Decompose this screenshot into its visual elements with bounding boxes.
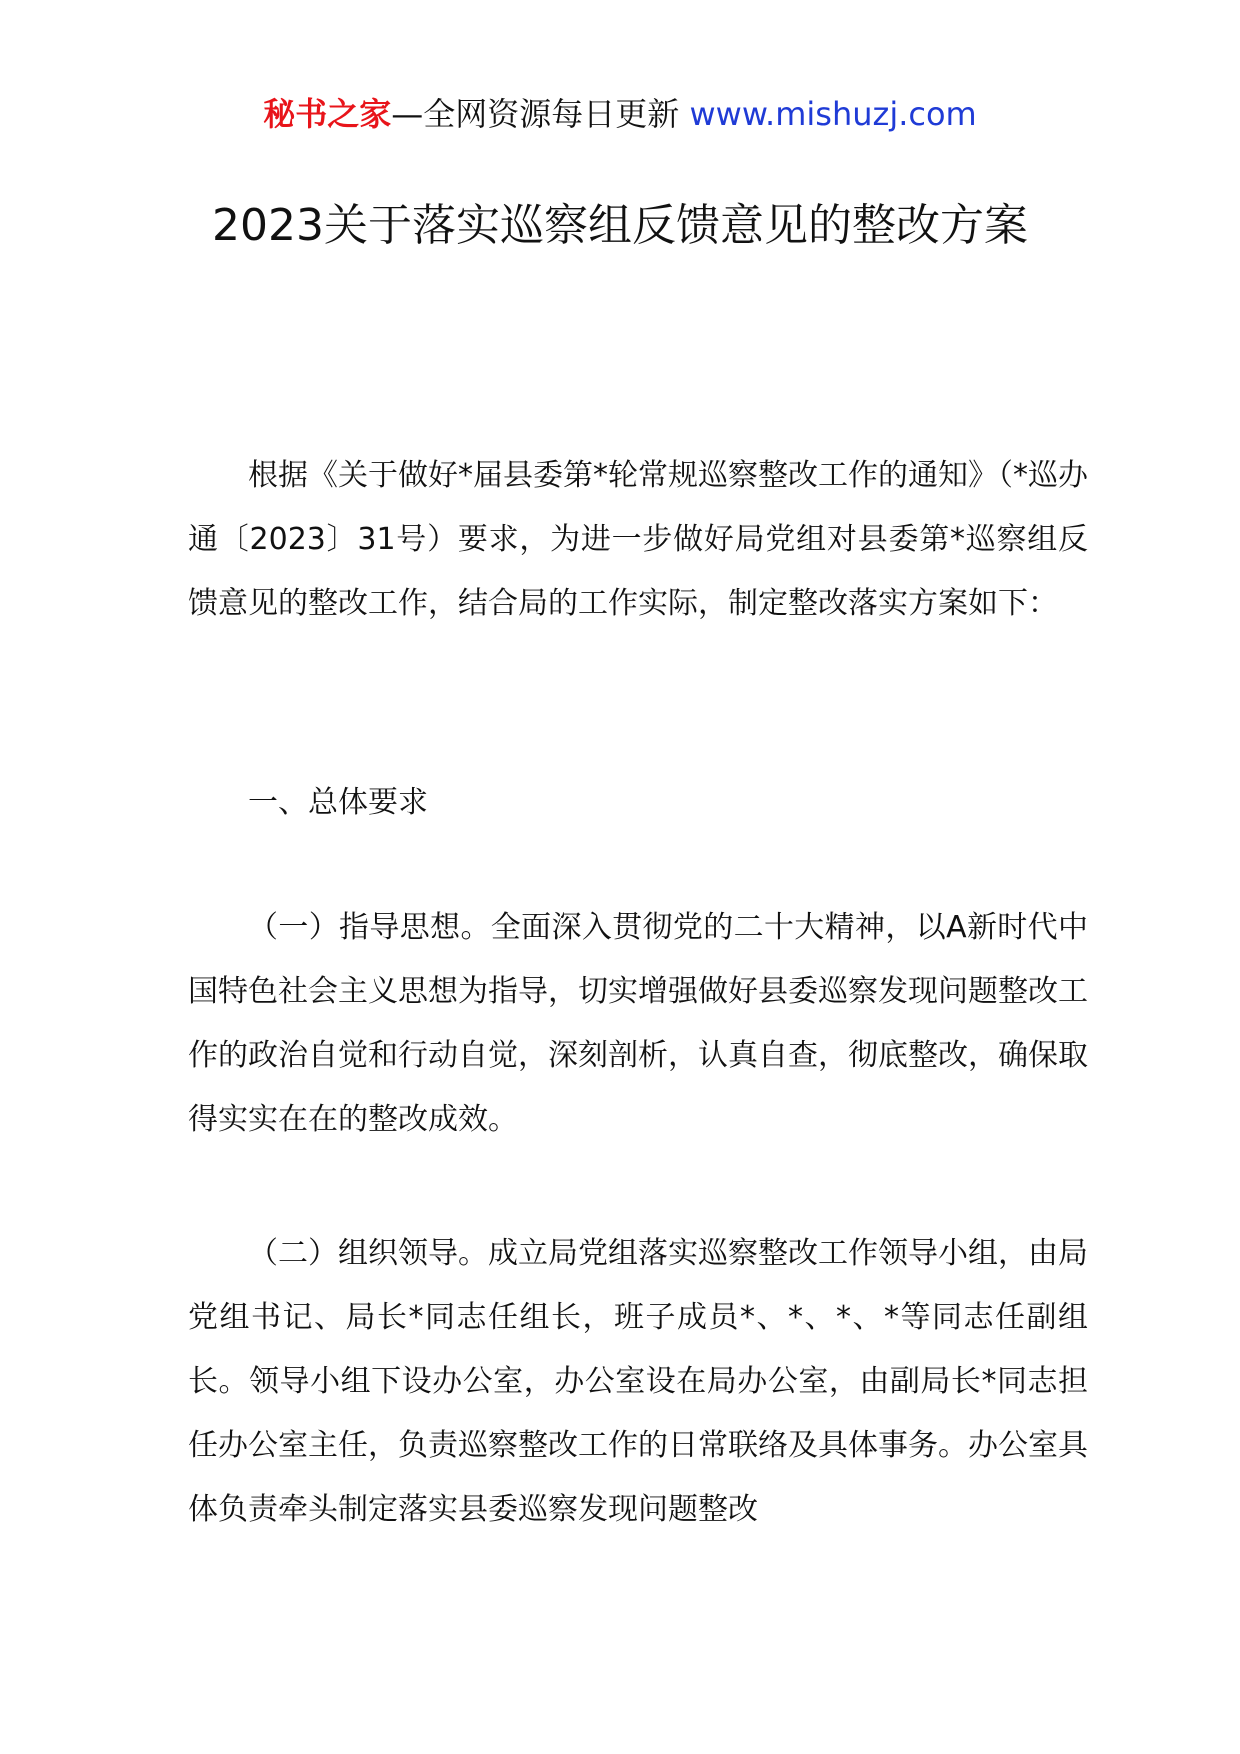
banner-slogan: —全网资源每日更新	[391, 95, 680, 133]
brand-name: 秘书之家	[263, 95, 392, 133]
document-title: 2023关于落实巡察组反馈意见的整改方案	[212, 200, 1028, 251]
paragraph-guiding-principle: （一）指导思想。全面深入贯彻党的二十大精神，以A新时代中国特色社会主义思想为指导，切实增强做好县委巡察发现问题整改工作的政治自觉和行动自觉，深刻剖析，认真自查，彻底整改，确保取得实实在在的整改成效。	[188, 910, 1088, 1137]
intro-paragraph: 根据《关于做好*届县委第*轮常规巡察整改工作的通知》（*巡办通〔2023〕31号）要求，为进一步做好局党组对县委第*巡察组反馈意见的整改工作，结合局的工作实际，制定整改落实方案如下：	[188, 458, 1088, 621]
paragraph-organization-leadership: （二）组织领导。成立局党组落实巡察整改工作领导小组，由局党组书记、局长*同志任组长，班子成员*、*、*、*等同志任副组长。领导小组下设办公室，办公室设在局办公室，由副局长*同志担任办公室主任，负责巡察整改工作的日常联络及具体事务。办公室具体负责牵头制定落实县委巡察发现问题整改	[188, 1236, 1088, 1527]
site-url-link[interactable]: www.mishuzj.com	[689, 95, 977, 133]
section-heading: 一、总体要求	[248, 785, 428, 820]
site-banner	[0, 92, 1240, 136]
